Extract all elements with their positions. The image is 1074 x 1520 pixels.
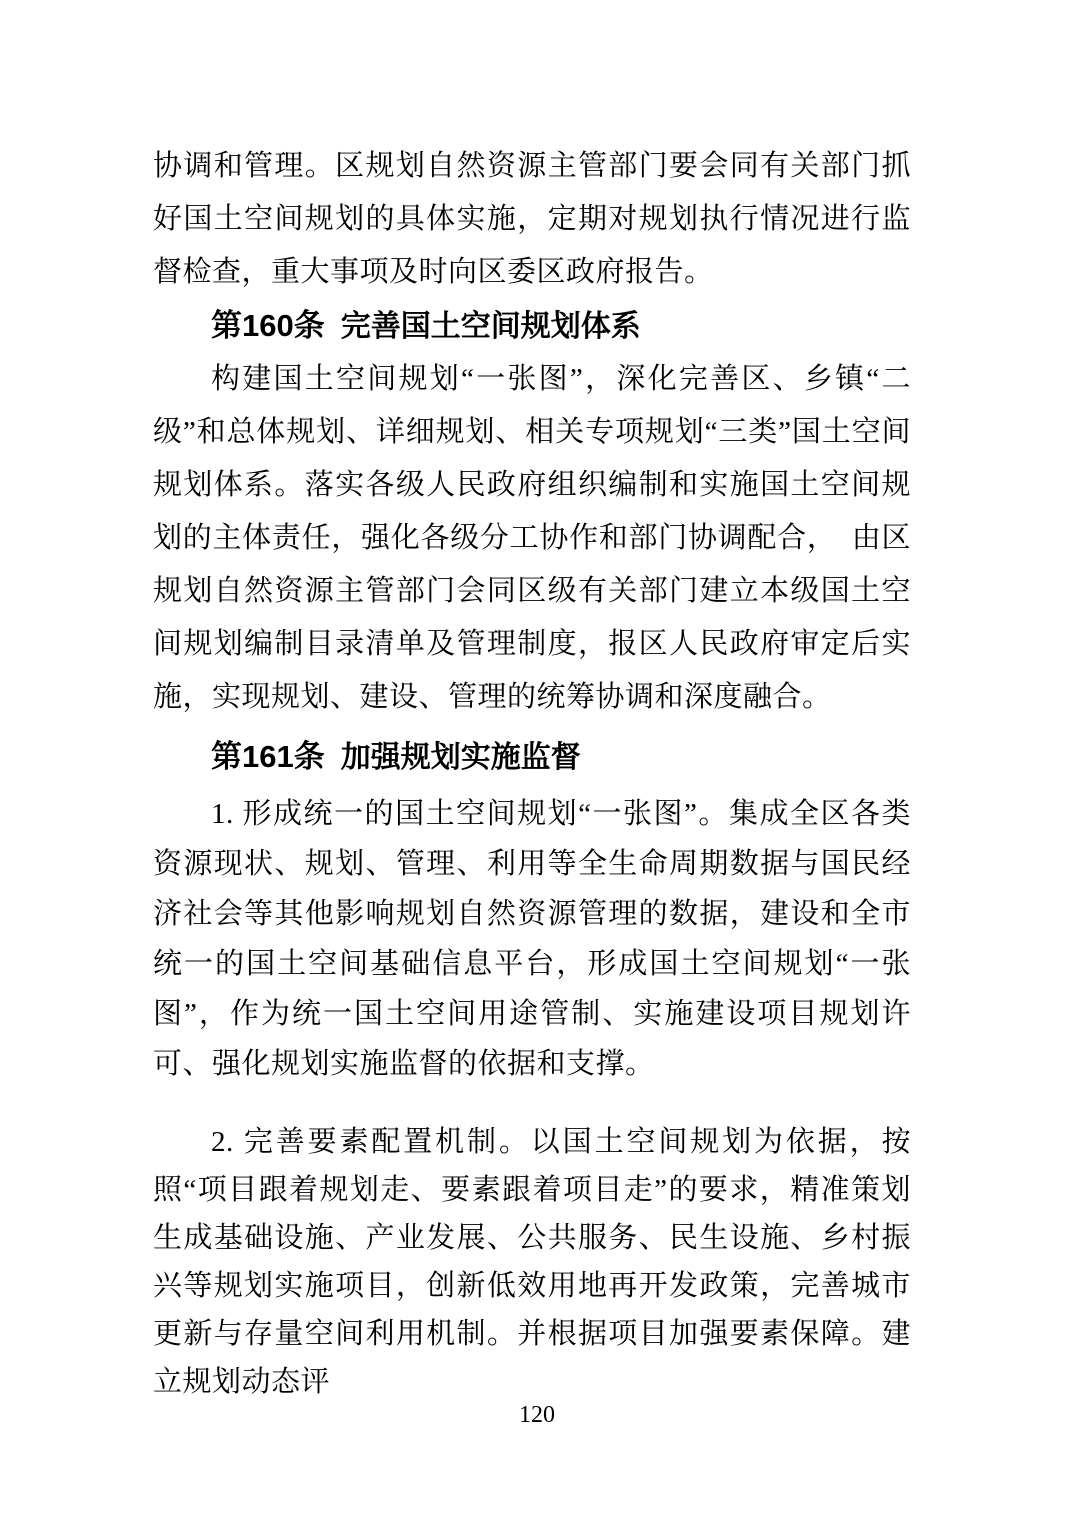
article-heading-160 <box>153 299 911 353</box>
article-number-161: 第161条 <box>211 739 325 774</box>
paragraph-article-160-body: 构建国土空间规划“一张图”，深化完善区、乡镇“二级”和总体规划、详细规划、相关专项规划“三类”国土空间规划体系。落实各级人民政府组织编制和实施国土空间规划的主体责任，强化各级分工协作和部门协调配合， 由区规划自然资源主管部门会同区级有关部门建立本级国土空间规划编制目录清单及管理制度，报区人民政府审定后实施，实现规划、建设、管理的统筹协调和深度融合。 <box>153 363 911 713</box>
paragraph-continuation: 协调和管理。区规划自然资源主管部门要会同有关部门抓好国土空间规划的具体实施，定期对规划执行情况进行监督检查，重大事项及时向区委区政府报告。 <box>153 150 911 288</box>
article-heading-161 <box>153 730 911 784</box>
paragraph-article-161-item-1: 1. 形成统一的国土空间规划“一张图”。集成全区各类资源现状、规划、管理、利用等全生命周期数据与国民经济社会等其他影响规划自然资源管理的数据，建设和全市统一的国土空间基础信息平台，形成国土空间规划“一张图”，作为统一国土空间用途管制、实施建设项目规划许可、强化规划实施监督的依据和支撑。 <box>153 798 911 1080</box>
document-body <box>153 140 911 1406</box>
article-title-161: 加强规划实施监督 <box>340 741 581 774</box>
page-number: 120 <box>519 1402 555 1428</box>
paragraph-article-161-item-2: 2. 完善要素配置机制。以国土空间规划为依据，按照“项目跟着规划走、要素跟着项目走”的要求，精准策划生成基础设施、产业发展、公共服务、民生设施、乡村振兴等规划实施项目，创新低效用地再开发政策，完善城市更新与存量空间利用机制。并根据项目加强要素保障。建立规划动态评 <box>153 1126 911 1398</box>
article-number-160: 第160条 <box>211 308 325 343</box>
article-title-160: 完善国土空间规划体系 <box>340 310 641 343</box>
